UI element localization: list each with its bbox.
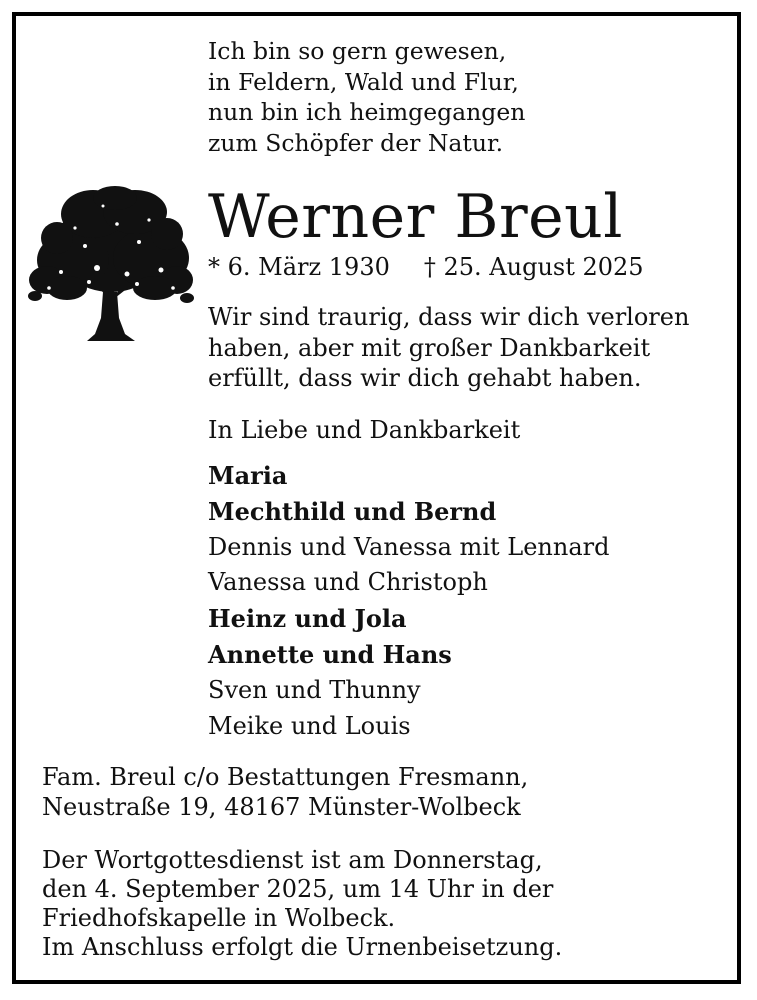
- family-member: Vanessa und Christoph: [208, 568, 488, 597]
- family-member: Mechthild und Bernd: [208, 496, 497, 526]
- mourning-text: Wir sind traurig, dass wir dich verloren haben, aber mit großer Dankbarkeit erfüllt, dass wir dich gehabt haben.: [208, 303, 690, 392]
- deceased-name: Werner Breul: [208, 182, 623, 252]
- life-dates: [208, 252, 644, 282]
- greeting: In Liebe und Dankbarkeit: [208, 416, 521, 444]
- family-member: Sven und Thunny: [208, 675, 421, 704]
- family-member: Maria: [208, 461, 288, 490]
- contact-address: Fam. Breul c/o Bestattungen Fresmann, Neustraße 19, 48167 Münster-Wolbeck: [42, 763, 529, 821]
- family-member: Heinz und Jola: [208, 604, 407, 634]
- family-list: [208, 458, 609, 744]
- tree-icon: [27, 184, 195, 347]
- family-member: Annette und Hans: [208, 639, 452, 669]
- family-member: Meike und Louis: [208, 711, 411, 740]
- death-date: † 25. August 2025: [423, 253, 644, 281]
- service-info: Der Wortgottesdienst ist am Donnerstag, den 4. September 2025, um 14 Uhr in der Friedhofskapelle in Wolbeck. Im Anschluss erfolgt die Urnenbeisetzung.: [42, 846, 563, 961]
- poem: Ich bin so gern gewesen, in Feldern, Wald und Flur, nun bin ich heimgegangen zum Schöpfer der Natur.: [208, 37, 526, 157]
- family-member: Dennis und Vanessa mit Lennard: [208, 532, 610, 561]
- birth-date: * 6. März 1930: [208, 253, 390, 281]
